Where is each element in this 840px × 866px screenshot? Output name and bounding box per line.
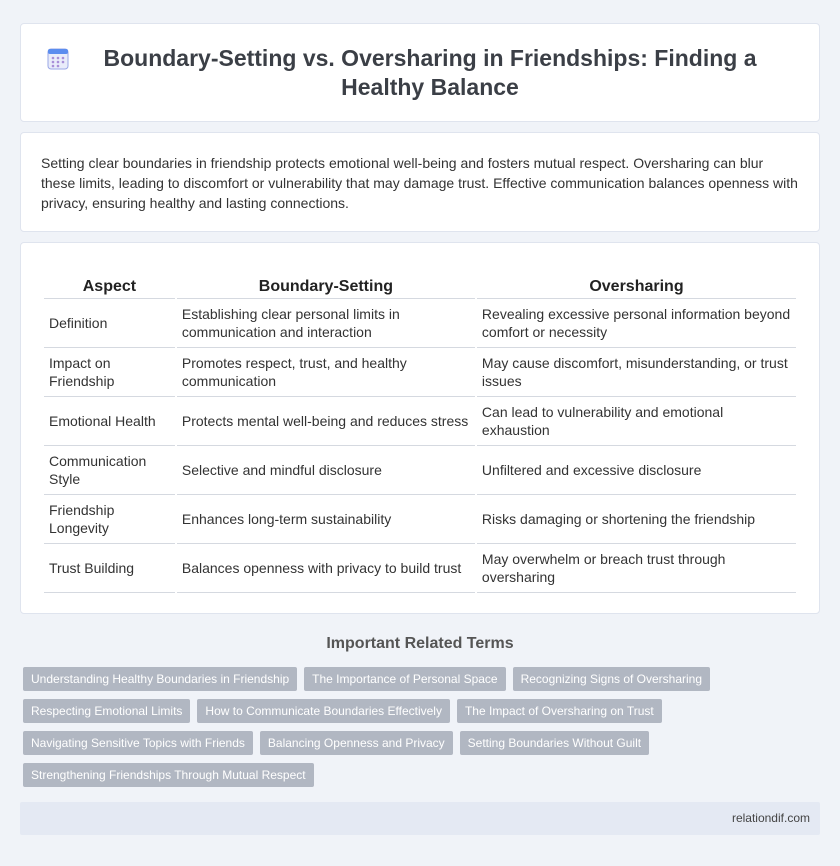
- related-term-tag[interactable]: How to Communicate Boundaries Effectively: [197, 699, 450, 723]
- header-card: [20, 23, 820, 122]
- footer: [20, 802, 820, 835]
- table-row: [44, 446, 796, 495]
- intro-text: Setting clear boundaries in friendship protects emotional well-being and fosters mutual respect. Oversharing can blur these limits, leading to discomfort or vulnerability that may damage trust. Effective communication balances openness with privacy, ensuring healthy and lasting connections.: [41, 155, 798, 211]
- table-cell-oversharing: Risks damaging or shortening the friendship: [477, 495, 796, 544]
- related-term-tag[interactable]: Recognizing Signs of Oversharing: [513, 667, 710, 691]
- table-cell-boundary-setting: Establishing clear personal limits in communication and interaction: [177, 299, 475, 348]
- table-cell-aspect: Communication Style: [44, 446, 175, 495]
- table-cell-aspect: Definition: [44, 299, 175, 348]
- tag-row: [23, 763, 823, 787]
- related-term-tag[interactable]: The Importance of Personal Space: [304, 667, 505, 691]
- column-header-boundary-setting: Boundary-Setting: [177, 276, 475, 299]
- footer-site-name[interactable]: relationdif.com: [731, 811, 810, 825]
- tag-row: [23, 667, 823, 691]
- table-row: [44, 397, 796, 446]
- related-terms-title: Important Related Terms: [326, 635, 514, 652]
- page-title: Boundary-Setting vs. Oversharing in Friendships: Finding a Healthy Balance: [103, 45, 757, 100]
- related-term-tag[interactable]: The Impact of Oversharing on Trust: [457, 699, 662, 723]
- table-row: [44, 544, 796, 593]
- related-term-tag[interactable]: Understanding Healthy Boundaries in Friendship: [23, 667, 297, 691]
- table-cell-oversharing: May cause discomfort, misunderstanding, or trust issues: [477, 348, 796, 397]
- table-cell-oversharing: May overwhelm or breach trust through oversharing: [477, 544, 796, 593]
- table-cell-boundary-setting: Enhances long-term sustainability: [177, 495, 475, 544]
- table-cell-oversharing: Revealing excessive personal information beyond comfort or necessity: [477, 299, 796, 348]
- table-cell-aspect: Friendship Longevity: [44, 495, 175, 544]
- table-cell-oversharing: Can lead to vulnerability and emotional exhaustion: [477, 397, 796, 446]
- related-term-tag[interactable]: Strengthening Friendships Through Mutual Respect: [23, 763, 314, 787]
- table-cell-oversharing: Unfiltered and excessive disclosure: [477, 446, 796, 495]
- table-cell-aspect: Emotional Health: [44, 397, 175, 446]
- tag-row: [23, 699, 823, 723]
- column-header-aspect: Aspect: [44, 276, 175, 299]
- table-cell-aspect: Trust Building: [44, 544, 175, 593]
- column-header-oversharing: Oversharing: [477, 276, 796, 299]
- table-row: [44, 299, 796, 348]
- table-cell-boundary-setting: Protects mental well-being and reduces stress: [177, 397, 475, 446]
- intro-card: [20, 132, 820, 232]
- related-term-tag[interactable]: Respecting Emotional Limits: [23, 699, 190, 723]
- related-terms-tags: [23, 667, 823, 795]
- comparison-card: [20, 242, 820, 614]
- related-term-tag[interactable]: Navigating Sensitive Topics with Friends: [23, 731, 253, 755]
- comparison-table: [42, 276, 798, 593]
- related-term-tag[interactable]: Setting Boundaries Without Guilt: [460, 731, 649, 755]
- table-cell-boundary-setting: Balances openness with privacy to build trust: [177, 544, 475, 593]
- table-cell-aspect: Impact on Friendship: [44, 348, 175, 397]
- table-header-row: [44, 276, 796, 299]
- tag-row: [23, 731, 823, 755]
- table-cell-boundary-setting: Promotes respect, trust, and healthy communication: [177, 348, 475, 397]
- table-row: [44, 348, 796, 397]
- related-term-tag[interactable]: Balancing Openness and Privacy: [260, 731, 453, 755]
- table-row: [44, 495, 796, 544]
- table-cell-boundary-setting: Selective and mindful disclosure: [177, 446, 475, 495]
